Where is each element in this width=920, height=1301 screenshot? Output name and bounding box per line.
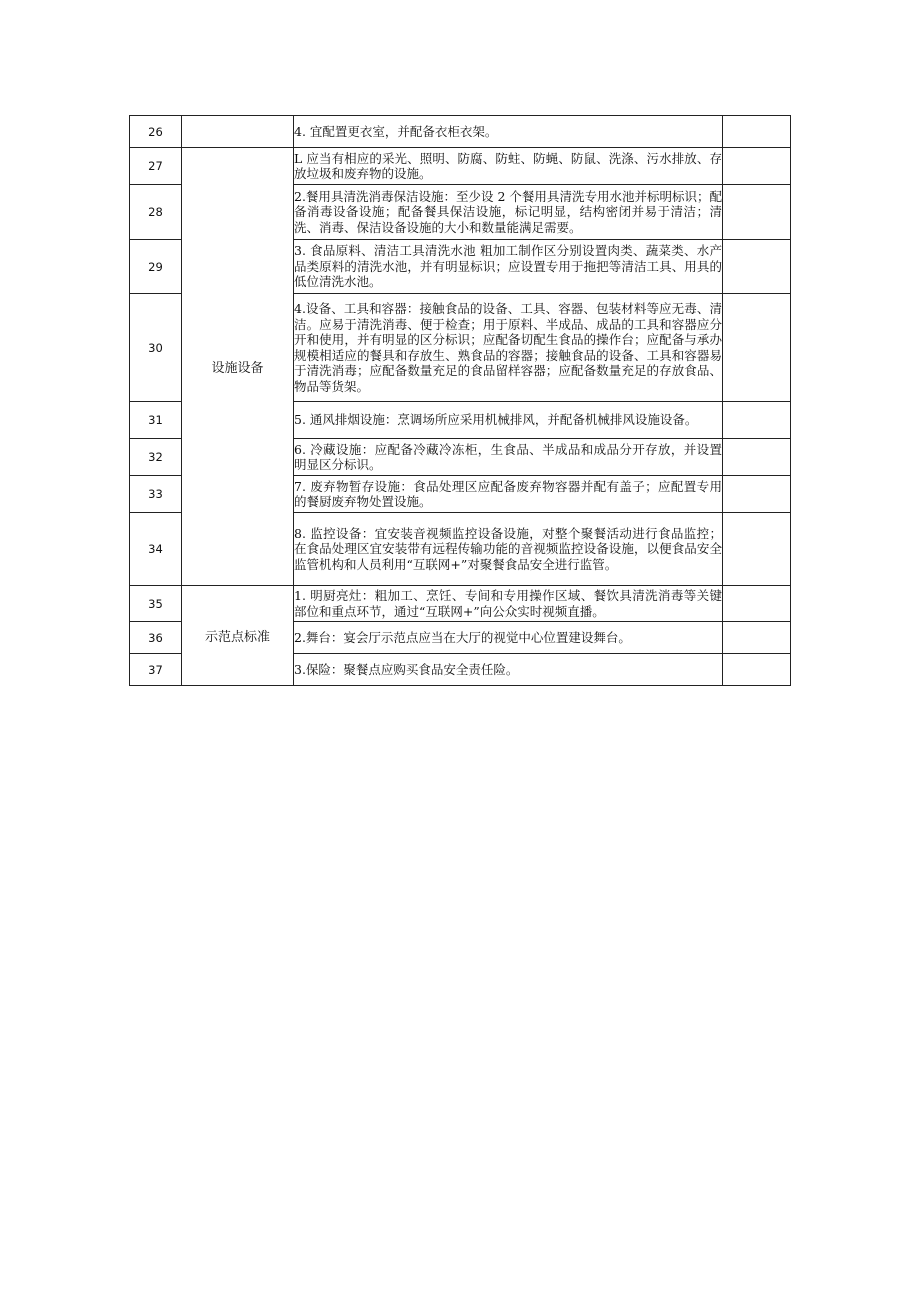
requirement-text: 2.舞台：宴会厅示范点应当在大厅的视觉中心位置建设舞台。: [294, 622, 723, 654]
note-cell: [723, 622, 791, 654]
note-cell: [723, 586, 791, 622]
note-cell: [723, 294, 791, 402]
row-number: 30: [130, 294, 182, 402]
note-cell: [723, 148, 791, 185]
note-cell: [723, 439, 791, 476]
note-cell: [723, 513, 791, 586]
row-number: 36: [130, 622, 182, 654]
note-cell: [723, 654, 791, 686]
requirement-text: 2.餐用具清洗消毒保洁设施：至少设 2 个餐用具清洗专用水池并标明标识；配备消毒设备设施；配备餐具保洁设施，标记明显，结构密闭并易于清洁；清洗、消毒、保洁设备设施的大小和数量能满足需要。: [294, 185, 723, 240]
row-number: 34: [130, 513, 182, 586]
standards-table: [129, 115, 791, 686]
category-facilities: 设施设备: [182, 148, 294, 586]
note-cell: [723, 185, 791, 240]
note-cell: [723, 476, 791, 513]
requirement-text: 3.保险：聚餐点应购买食品安全责任险。: [294, 654, 723, 686]
requirement-text: 7. 废弃物暂存设施：食品处理区应配备废弃物容器并配有盖子；应配置专用的餐厨废弃物处置设施。: [294, 476, 723, 513]
category-cell: [182, 116, 294, 148]
requirement-text: 1. 明厨亮灶：粗加工、烹饪、专间和专用操作区域、餐饮具清洗消毒等关键部位和重点环节，通过“互联网+”向公众实时视频直播。: [294, 586, 723, 622]
table-row: [130, 116, 791, 148]
row-number: 26: [130, 116, 182, 148]
table-row: [130, 586, 791, 622]
note-cell: [723, 240, 791, 294]
requirement-text: 4.设备、工具和容器：接触食品的设备、工具、容器、包装材料等应无毒、清洁。应易于清洗消毒、便于检查；用于原料、半成品、成品的工具和容器应分开和使用，并有明显的区分标识；应配备切配生食品的操作台；应配备与承办规模相适应的餐具和存放生、熟食品的容器；接触食品的设备、工具和容器易于清洗消毒；应配备数量充足的食品留样容器；应配备数量充足的存放食品、物品等货架。: [294, 294, 723, 402]
category-demo: 示范点标准: [182, 586, 294, 686]
row-number: 31: [130, 402, 182, 439]
note-cell: [723, 116, 791, 148]
requirement-text: 4. 宜配置更衣室，并配备衣柜衣架。: [294, 116, 723, 148]
row-number: 29: [130, 240, 182, 294]
row-number: 33: [130, 476, 182, 513]
row-number: 27: [130, 148, 182, 185]
row-number: 32: [130, 439, 182, 476]
requirement-text: 6. 冷藏设施：应配备冷藏冷冻柜，生食品、半成品和成品分开存放，并设置明显区分标识。: [294, 439, 723, 476]
table-row: [130, 148, 791, 185]
requirement-text: 5. 通风排烟设施：烹调场所应采用机械排风，并配备机械排风设施设备。: [294, 402, 723, 439]
requirement-text: L 应当有相应的采光、照明、防腐、防蛀、防蝇、防鼠、洗涤、污水排放、存放垃圾和废弃物的设施。: [294, 148, 723, 185]
note-cell: [723, 402, 791, 439]
row-number: 28: [130, 185, 182, 240]
row-number: 35: [130, 586, 182, 622]
row-number: 37: [130, 654, 182, 686]
requirement-text: 8. 监控设备：宜安装音视频监控设备设施，对整个聚餐活动进行食品监控；在食品处理区宜安装带有远程传输功能的音视频监控设备设施，以便食品安全监管机构和人员利用“互联网+”对聚餐食品安全进行监管。: [294, 513, 723, 586]
requirement-text: 3. 食品原料、清洁工具清洗水池 粗加工制作区分别设置肉类、蔬菜类、水产品类原料的清洗水池，并有明显标识；应设置专用于拖把等清洁工具、用具的低位清洗水池。: [294, 240, 723, 294]
